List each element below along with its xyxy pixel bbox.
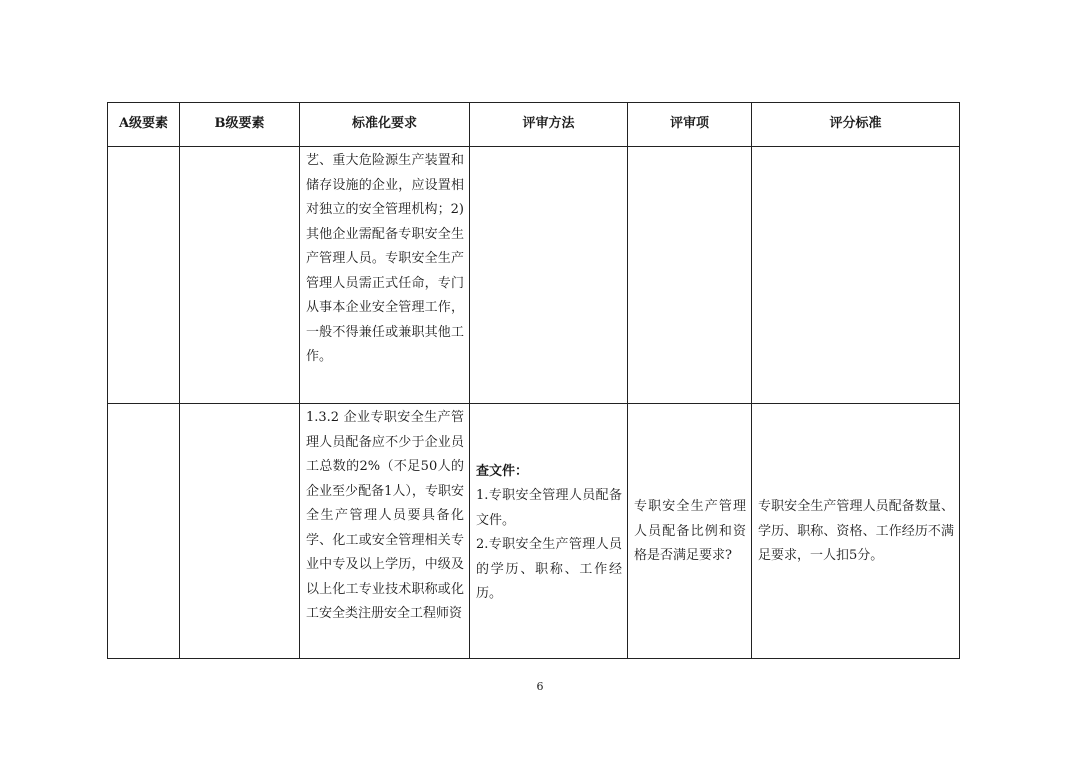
header-method: 评审方法 [470, 103, 628, 147]
method-title: 查文件： [476, 463, 529, 479]
cell-item [628, 147, 752, 404]
header-b-level: B级要素 [180, 103, 300, 147]
standards-table [107, 102, 960, 659]
method-item: 2.专职安全生产管理人员的学历、职称、工作经历。 [476, 537, 622, 601]
method-item: 1.专职安全管理人员配备文件。 [476, 488, 622, 528]
page-number: 6 [536, 680, 544, 693]
cell-a-level [108, 147, 180, 404]
cell-requirement: 1.3.2 企业专职安全生产管理人员配备应不少于企业员工总数的2%（不足50人的企业至少配备1人），专职安全生产管理人员要具备化学、化工或安全管理相关专业中专及以上学历，中级及以上化工专业技术职称或化工安全类注册安全工程师资 [300, 404, 470, 659]
header-a-level: A级要素 [108, 103, 180, 147]
cell-scoring [752, 147, 960, 404]
cell-method [470, 404, 628, 659]
cell-scoring: 专职安全生产管理人员配备数量、学历、职称、资格、工作经历不满足要求，一人扣5分。 [752, 404, 960, 659]
cell-method [470, 147, 628, 404]
header-scoring: 评分标准 [752, 103, 960, 147]
header-requirement: 标准化要求 [300, 103, 470, 147]
table-row [108, 147, 960, 404]
table-row [108, 404, 960, 659]
cell-item: 专职安全生产管理人员配备比例和资格是否满足要求? [628, 404, 752, 659]
cell-a-level [108, 404, 180, 659]
cell-b-level [180, 147, 300, 404]
cell-b-level [180, 404, 300, 659]
cell-requirement: 艺、重大危险源生产装置和储存设施的企业，应设置相对独立的安全管理机构；2)其他企业需配备专职安全生产管理人员。专职安全生产管理人员需正式任命，专门从事本企业安全管理工作，一般不得兼任或兼职其他工作。 [300, 147, 470, 404]
table-header-row [108, 103, 960, 147]
header-item: 评审项 [628, 103, 752, 147]
